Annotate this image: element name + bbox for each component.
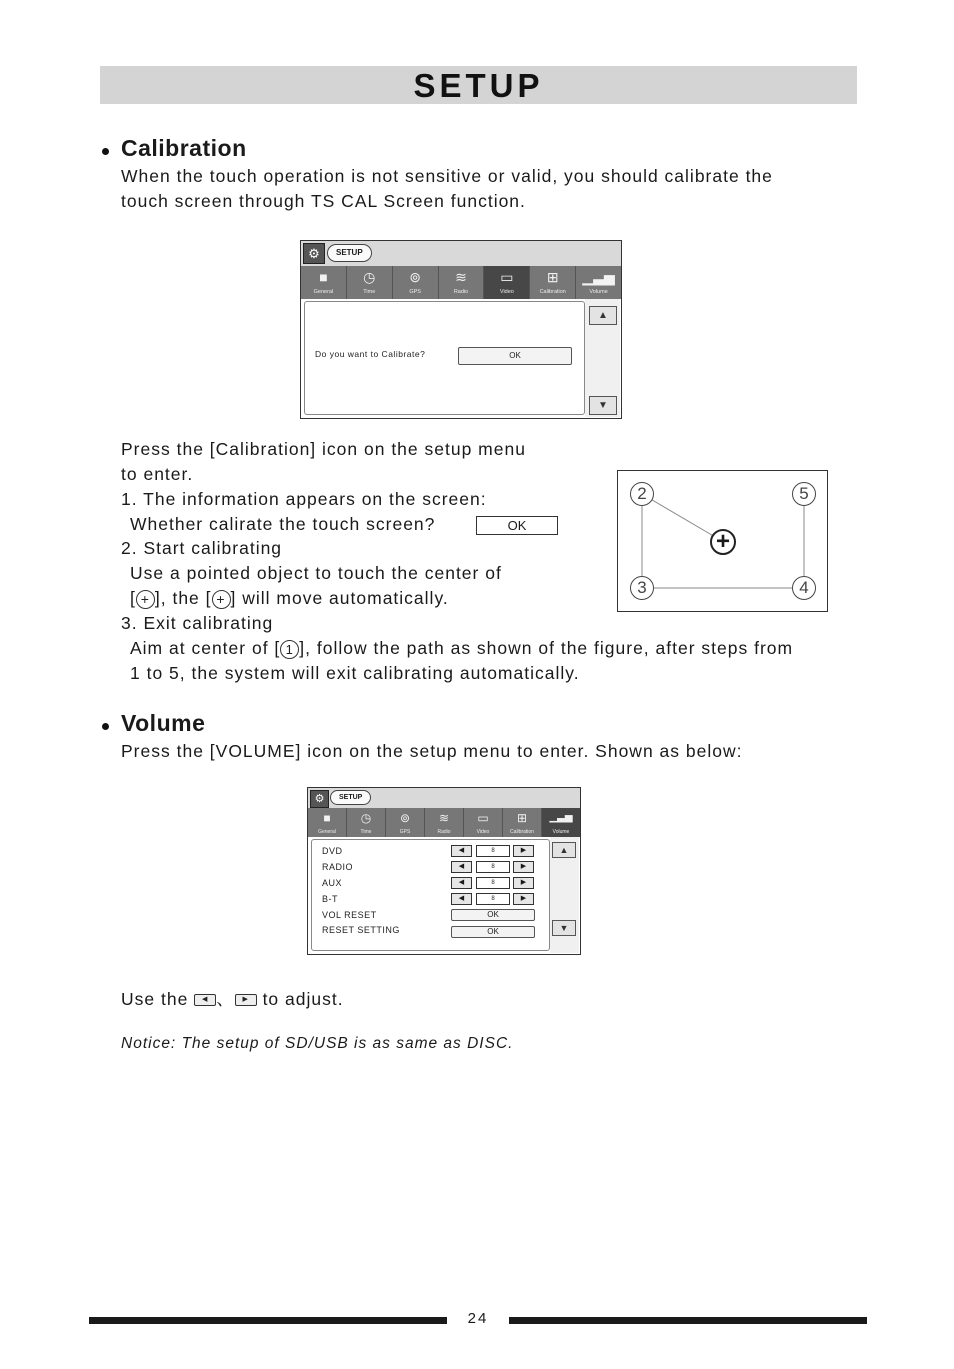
point-one-icon: 1 — [280, 640, 299, 659]
step-line5: 2. Start calibrating — [121, 538, 283, 558]
tab-label: Video — [499, 289, 514, 295]
tab-label: Calibration — [510, 829, 534, 835]
video-icon: ▭ — [500, 269, 514, 285]
crosshair-icon: + — [710, 529, 736, 555]
line7-middle: ], the [ — [154, 588, 212, 608]
scroll-down-button[interactable]: ▼ — [552, 920, 576, 936]
tab-label: Time — [363, 289, 376, 295]
row-label-dvd: DVD — [322, 846, 343, 856]
notice-text: The setup of SD/USB is as same as DISC. — [181, 1035, 514, 1052]
adjust-start: Use the — [121, 989, 189, 1009]
bullet — [102, 723, 109, 730]
decrease-button[interactable]: ◀ — [451, 877, 472, 889]
cube-icon: ■ — [319, 269, 328, 285]
tab-calibration[interactable] — [530, 266, 576, 299]
calibration-path-figure — [617, 470, 828, 612]
decrease-button[interactable]: ◀ — [451, 845, 472, 857]
tab-label: General — [318, 829, 336, 835]
tab-gps[interactable] — [393, 266, 439, 299]
step-line1: Press the [Calibration] icon on the setup menu — [121, 439, 526, 459]
radio-value: 8 — [476, 861, 510, 873]
step-line10: 1 to 5, the system will exit calibrating automatically. — [130, 663, 580, 683]
tab-video[interactable] — [464, 808, 503, 837]
tab-label: Radio — [453, 289, 469, 295]
calibration-intro-line1: When the touch operation is not sensitive or valid, you should calibrate the — [121, 166, 773, 186]
tab-calibration[interactable] — [503, 808, 542, 837]
decrease-button[interactable]: ◀ — [451, 893, 472, 905]
increase-button[interactable]: ▶ — [513, 893, 534, 905]
footer-rule-left — [89, 1317, 447, 1324]
clock-icon: ◷ — [363, 269, 376, 285]
tab-radio[interactable] — [425, 808, 464, 837]
step-line2: to enter. — [121, 464, 194, 484]
point-4: 4 — [792, 576, 816, 600]
video-icon: ▭ — [477, 811, 489, 825]
tab-volume[interactable] — [576, 266, 621, 299]
adjust-line — [121, 987, 344, 1012]
line9-end: ], follow the path as shown of the figure, after steps from — [299, 638, 794, 658]
step-line6: Use a pointed object to touch the center of — [130, 563, 502, 583]
calibrate-prompt: Do you want to Calibrate? — [315, 349, 426, 359]
vol-reset-label: VOL RESET — [322, 910, 377, 920]
point-5: 5 — [792, 482, 816, 506]
tab-label: Time — [360, 829, 372, 835]
tab-video[interactable] — [484, 266, 530, 299]
line7-end: ] will move automatically. — [230, 588, 449, 608]
volume-screen — [307, 787, 581, 955]
bracket-open: [ — [130, 588, 136, 608]
aux-value: 8 — [476, 877, 510, 889]
line9-start: Aim at center of [ — [130, 638, 281, 658]
calibration-screen — [300, 240, 622, 419]
setup-pill[interactable]: SETUP — [330, 790, 371, 805]
tab-label: Calibration — [539, 289, 566, 295]
calibration-icon: ⊞ — [546, 269, 559, 285]
decrease-button[interactable]: ◀ — [451, 861, 472, 873]
right-arrow-icon: ▶ — [235, 994, 257, 1006]
calibration-icon: ⊞ — [516, 811, 528, 825]
gear-icon[interactable]: ⚙ — [303, 243, 325, 264]
adjust-end: to adjust. — [262, 989, 344, 1009]
increase-button[interactable]: ▶ — [513, 861, 534, 873]
vol-reset-ok-button[interactable]: OK — [451, 909, 535, 921]
tab-bar — [308, 808, 580, 837]
volume-intro: Press the [VOLUME] icon on the setup menu to enter. Shown as below: — [121, 741, 743, 761]
row-label-bt: B-T — [322, 894, 338, 904]
setup-pill[interactable]: SETUP — [327, 244, 372, 262]
content-panel — [304, 301, 585, 415]
step-line8: 3. Exit calibrating — [121, 613, 274, 633]
notice-label: Notice: — [121, 1035, 177, 1052]
crosshair-icon: + — [212, 590, 231, 609]
tab-time[interactable] — [347, 266, 393, 299]
left-arrow-icon: ◀ — [194, 994, 216, 1006]
scroll-down-button[interactable]: ▼ — [589, 396, 617, 415]
radio-icon: ≋ — [455, 269, 467, 285]
step-line4: Whether calirate the touch screen? — [130, 514, 436, 534]
calibration-heading: Calibration — [121, 135, 247, 161]
content-panel — [311, 839, 550, 951]
point-3: 3 — [630, 576, 654, 600]
increase-button[interactable]: ▶ — [513, 877, 534, 889]
row-label-aux: AUX — [322, 878, 343, 888]
tab-gps[interactable] — [386, 808, 425, 837]
reset-setting-ok-button[interactable]: OK — [451, 926, 535, 938]
gps-icon: ⊚ — [399, 811, 411, 825]
tab-label: Volume — [589, 289, 608, 295]
bullet — [102, 148, 109, 155]
calibration-intro-line2: touch screen through TS CAL Screen function. — [121, 191, 526, 211]
reset-setting-label: RESET SETTING — [322, 925, 400, 935]
bt-value: 8 — [476, 893, 510, 905]
tab-label: Radio — [437, 829, 451, 835]
tab-general[interactable] — [301, 266, 347, 299]
notice — [121, 1035, 513, 1053]
increase-button[interactable]: ▶ — [513, 845, 534, 857]
dvd-value: 8 — [476, 845, 510, 857]
page-title: SETUP — [413, 67, 544, 104]
gear-icon[interactable]: ⚙ — [310, 790, 329, 808]
tab-label: GPS — [409, 289, 421, 295]
tab-label: Video — [476, 829, 490, 835]
radio-icon: ≋ — [438, 811, 450, 825]
tab-label: GPS — [399, 829, 411, 835]
clock-icon: ◷ — [360, 811, 372, 825]
header-banner — [100, 66, 857, 104]
gps-icon: ⊚ — [409, 269, 422, 285]
step-line3: 1. The information appears on the screen: — [121, 489, 487, 509]
tab-time[interactable] — [347, 808, 386, 837]
tab-general[interactable] — [308, 808, 347, 837]
tab-label: General — [313, 289, 334, 295]
tab-volume[interactable] — [542, 808, 580, 837]
page-number: 24 — [467, 1310, 489, 1327]
screen-topbar — [301, 241, 621, 267]
tab-bar — [301, 266, 621, 299]
crosshair-icon: + — [136, 590, 155, 609]
step-line7 — [130, 586, 449, 611]
tab-label: Volume — [552, 829, 570, 835]
row-label-radio: RADIO — [322, 862, 354, 872]
volume-icon: ▁▃▅ — [549, 812, 573, 823]
screen-topbar — [308, 788, 580, 809]
cube-icon: ■ — [323, 811, 331, 825]
volume-icon: ▁▃▅ — [582, 269, 615, 285]
scroll-up-button[interactable]: ▲ — [552, 842, 576, 858]
footer-rule-right — [509, 1317, 867, 1324]
adjust-separator: 、 — [216, 989, 235, 1009]
point-2: 2 — [630, 482, 654, 506]
volume-heading: Volume — [121, 710, 206, 736]
step-line9 — [130, 636, 793, 661]
scroll-up-button[interactable]: ▲ — [589, 306, 617, 325]
tab-radio[interactable] — [439, 266, 485, 299]
inline-ok-box: OK — [476, 516, 558, 535]
ok-button[interactable]: OK — [458, 347, 572, 365]
